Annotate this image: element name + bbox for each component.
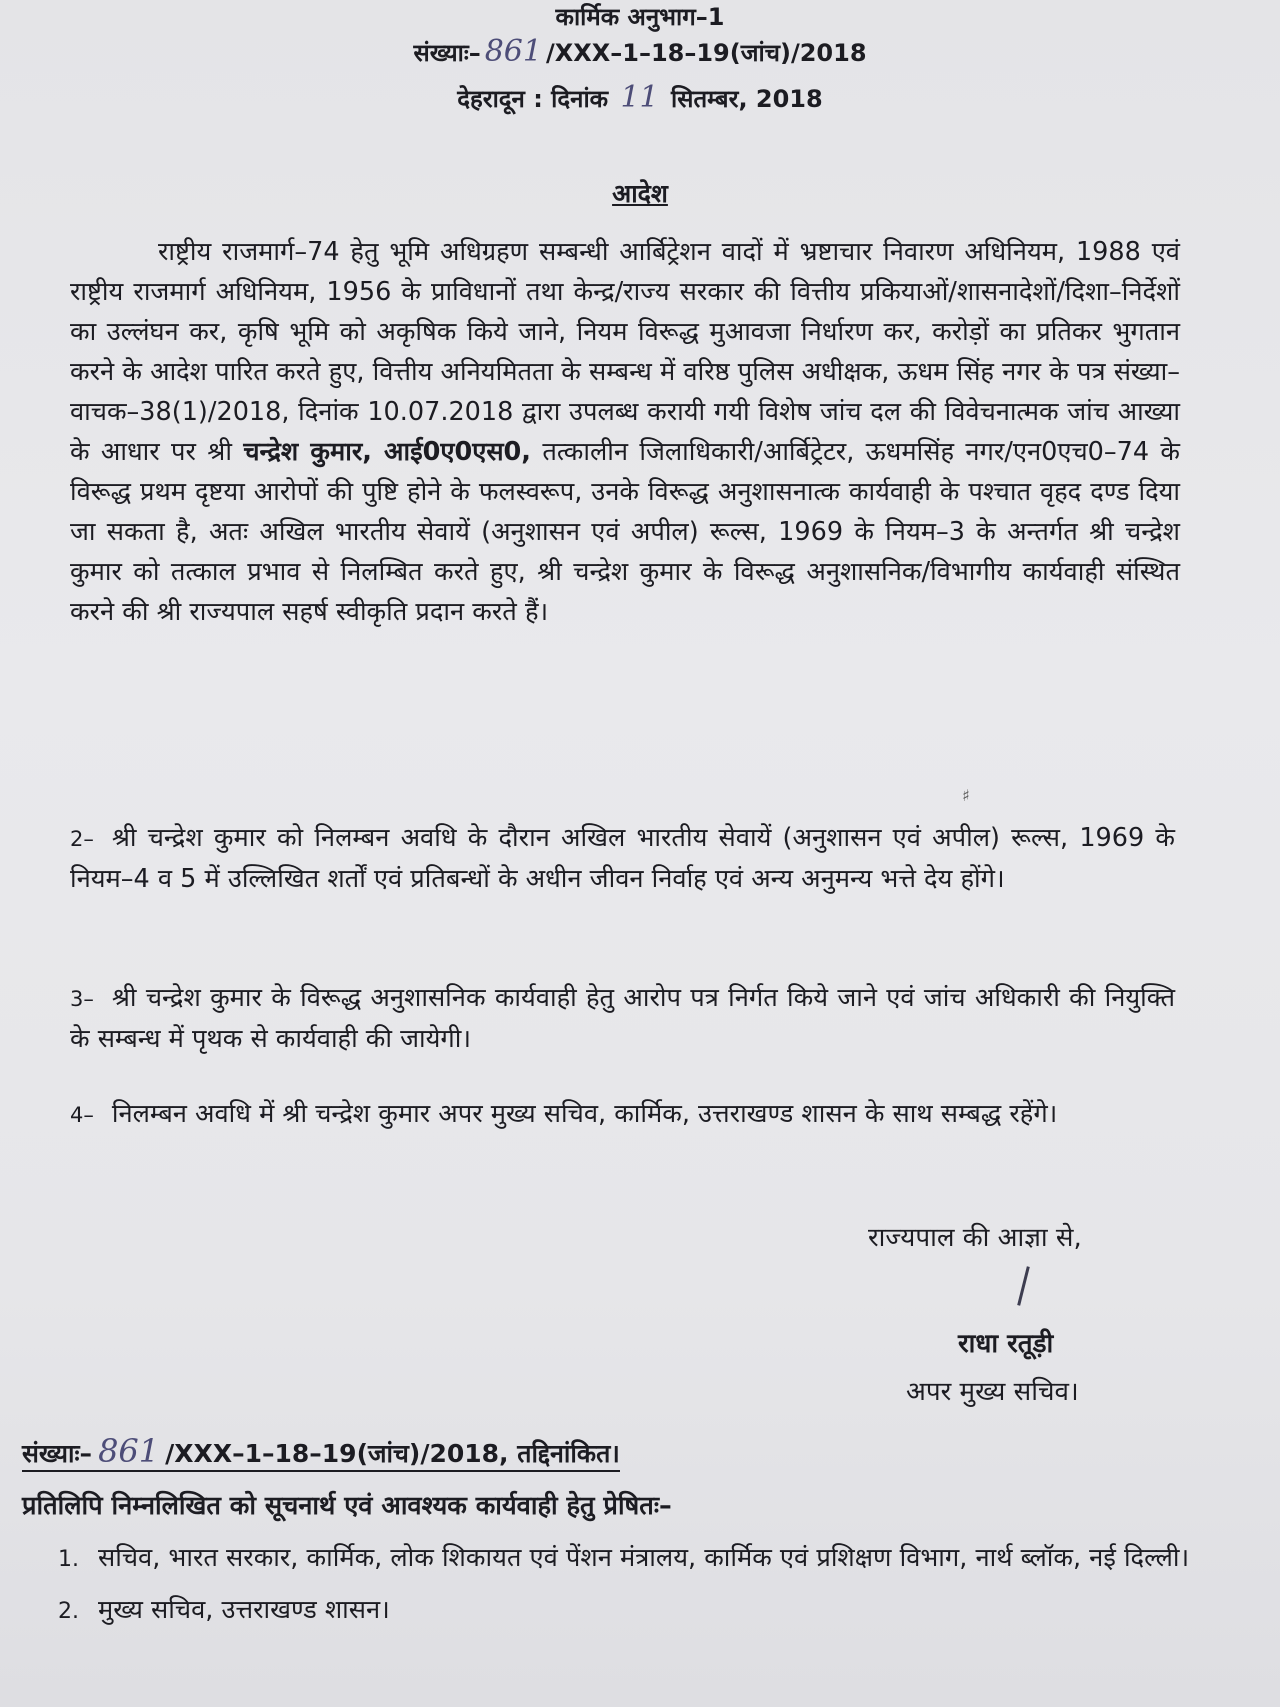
place-date-line (0, 80, 1280, 115)
handwritten-date: 11 (620, 80, 659, 115)
order-number-line (0, 34, 1280, 69)
handwritten-number: 861 (484, 34, 542, 69)
copy-intro: प्रतिलिपि निम्नलिखित को सूचनार्थ एवं आवश्यक कार्यवाही हेतु प्रेषितः– (22, 1491, 672, 1521)
list-item: 2. मुख्य सचिव, उत्तराखण्ड शासन। (58, 1595, 390, 1625)
margin-mark: ♯ (962, 786, 970, 805)
signatory-name: राधा रतूड़ी (958, 1329, 1054, 1359)
signatory-designation: अपर मुख्य सचिव। (906, 1377, 1079, 1407)
department-heading: कार्मिक अनुभाग–1 (555, 3, 725, 31)
list-item: 1. सचिव, भारत सरकार, कार्मिक, लोक शिकायत एवं पेंशन मंत्रालय, कार्मिक एवं प्रशिक्षण विभाग, नार्थ ब्लॉक, नई दिल्ली। (58, 1543, 1190, 1573)
number-prefix: संख्याः– (413, 39, 481, 67)
date-suffix: सितम्बर, 2018 (671, 85, 823, 113)
paragraph-1: राष्ट्रीय राजमार्ग–74 हेतु भूमि अधिग्रहण सम्बन्धी आर्बिट्रेशन वादों में भ्रष्टाचार निवारण अधिनियम, 1988 एवं राष्ट्रीय राजमार्ग अधिनियम, 1956 के प्राविधानों तथा केन्द्र/राज्य सरकार की वित्तीय प्रकियाओं/शासनादेशों/दिशा–निर्देशों का उल्लंघन कर, कृषि भूमि को अकृषिक किये जाने, नियम विरूद्ध मुआवजा निर्धारण कर, करोड़ों का प्रतिकर भुगतान करने के आदेश पारित करते हुए, वित्तीय अनियमितता के सम्बन्ध में वरिष्ठ पुलिस अधीक्षक, ऊधम सिंह नगर के पत्र संख्या–वाचक–38(1)/2018, दिनांक 10.07.2018 द्वारा उपलब्ध करायी गयी विशेष जांच दल की विवेचनात्मक जांच आख्या के आधार पर श्री चन्द्रेश कुमार, आई0ए0एस0, तत्कालीन जिलाधिकारी/आर्बिट्रेटर, ऊधमसिंह नगर/एन0एच0–74 के विरूद्ध प्रथम दृष्टया आरोपों की पुष्टि होने के फलस्वरूप, उनके विरूद्ध अनुशासनात्क कार्यवाही के पश्चात वृहद दण्ड दिया जा सकता है, अतः अखिल भारतीय सेवायें (अनुशासन एवं अपील) रूल्स, 1969 के नियम–3 के अन्तर्गत श्री चन्द्रेश कुमार को तत्काल प्रभाव से निलम्बित करते हुए, श्री चन्द्रेश कुमार के विरूद्ध अनुशासनिक/विभागीय कार्यवाही संस्थित करने की श्री राज्यपाल सहर्ष स्वीकृति प्रदान करते हैं। (70, 237, 1180, 627)
copy-reference-line: संख्याः– 861 /XXX–1–18–19(जांच)/2018, तद्दिनांकित। (22, 1432, 620, 1470)
paragraph-3: 3– श्री चन्द्रेश कुमार के विरूद्ध अनुशासनिक कार्यवाही हेतु आरोप पत्र निर्गत किये जाने एवं जांच अधिकारी की नियुक्ति के सम्बन्ध में पृथक से कार्यवाही की जायेगी। (70, 983, 1175, 1054)
signature-stroke (1017, 1266, 1030, 1306)
copy-recipient-list (58, 1536, 1223, 1640)
paragraph-2: 2– श्री चन्द्रेश कुमार को निलम्बन अवधि के दौरान अखिल भारतीय सेवायें (अनुशासन एवं अपील) रूल्स, 1969 के नियम–4 व 5 में उल्लिखित शर्तों एवं प्रतिबन्धों के अधीन जीवन निर्वाह एवं अन्य अनुमन्य भत्ते देय होंगे। (70, 823, 1175, 894)
handwritten-ref-number: 861 (98, 1432, 160, 1470)
signature-authority: राज्यपाल की आज्ञा से, (868, 1223, 1082, 1253)
number-suffix: /XXX–1–18–19(जांच)/2018 (545, 39, 867, 67)
order-title: आदेश (612, 179, 668, 208)
paragraph-4: 4– निलम्बन अवधि में श्री चन्द्रेश कुमार अपर मुख्य सचिव, कार्मिक, उत्तराखण्ड शासन के साथ सम्बद्ध रहेंगे। (70, 1099, 1058, 1129)
officer-name: चन्द्रेश कुमार, आई0ए0एस0, (243, 437, 531, 467)
place-date-prefix: देहरादून : दिनांक (457, 85, 609, 113)
